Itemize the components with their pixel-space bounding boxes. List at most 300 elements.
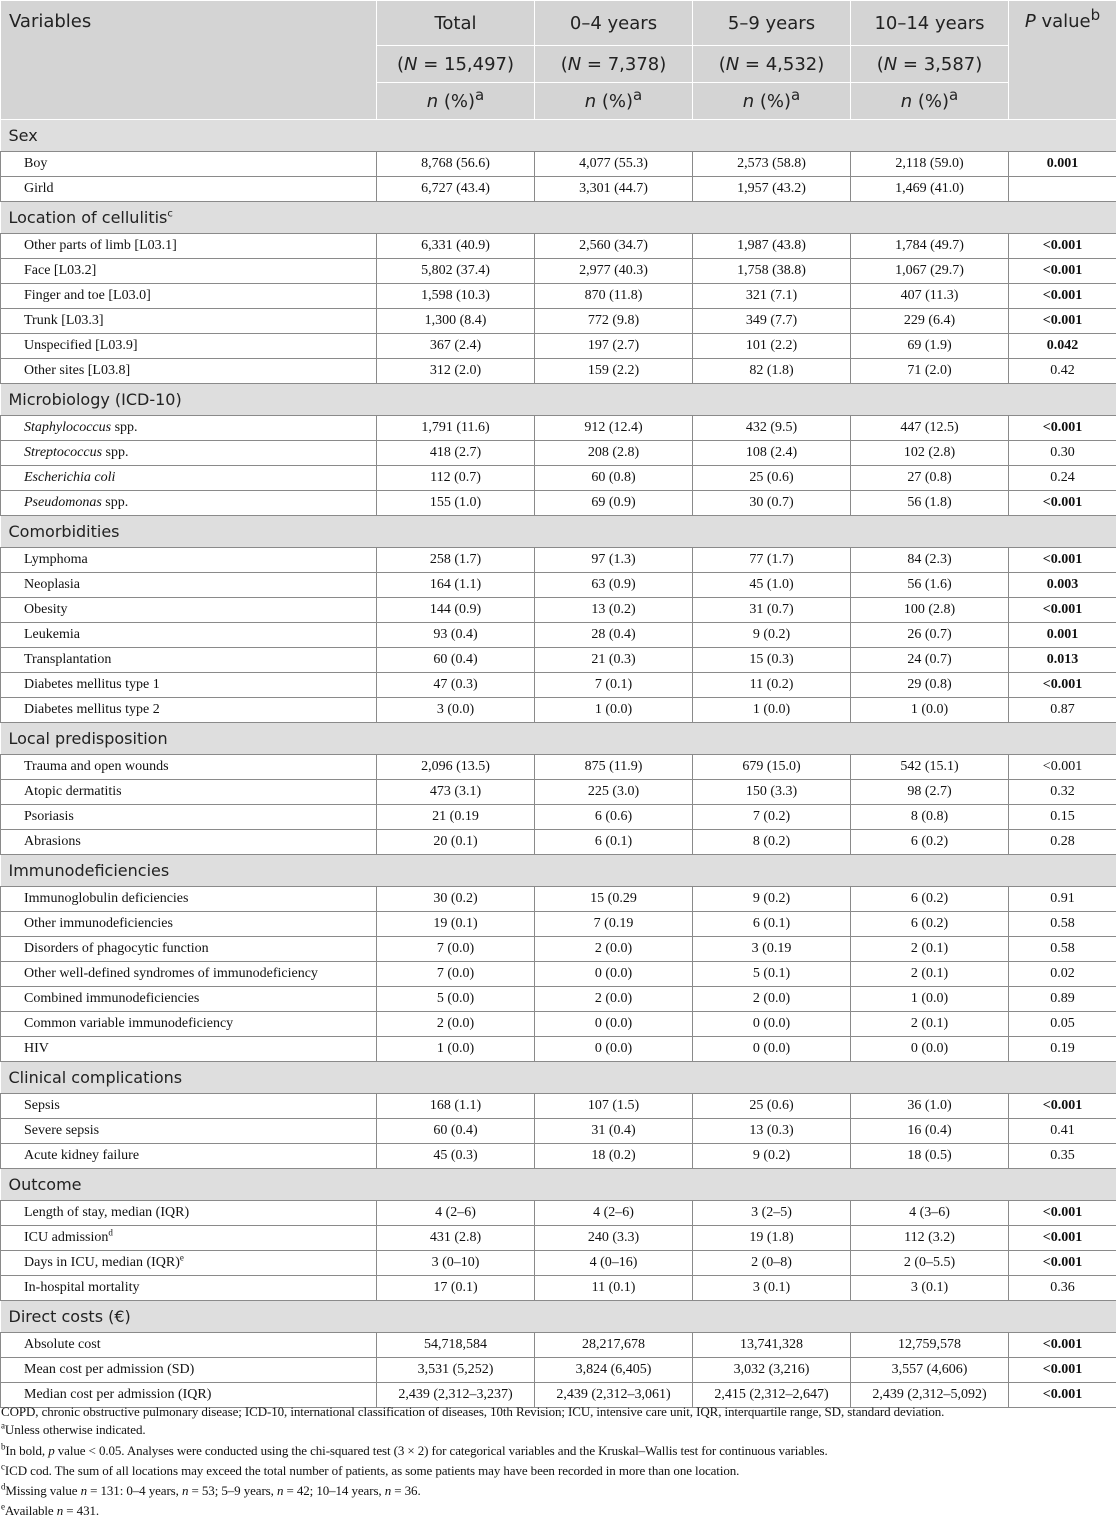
cell-value: 3 (0.1) <box>851 1276 1009 1301</box>
cell-value: 772 (9.8) <box>535 309 693 334</box>
cell-value: 1 (0.0) <box>851 698 1009 723</box>
cell-value: 102 (2.8) <box>851 441 1009 466</box>
cell-value: 8 (0.2) <box>693 830 851 855</box>
cell-value: 15 (0.3) <box>693 648 851 673</box>
cell-value: 47 (0.3) <box>377 673 535 698</box>
cell-value: 6,331 (40.9) <box>377 234 535 259</box>
cell-value: 63 (0.9) <box>535 573 693 598</box>
cell-value: 1,067 (29.7) <box>851 259 1009 284</box>
cell-value: 69 (0.9) <box>535 491 693 516</box>
cell-value: 349 (7.7) <box>693 309 851 334</box>
cell-pvalue: <0.001 <box>1009 234 1116 259</box>
footnote: COPD, chronic obstructive pulmonary disease; ICD-10, international classification of diseases, 10th Revision; ICU, intensive care unit, IQR, interquartile range, SD, standard deviation. <box>1 1404 944 1420</box>
section-header-row <box>1 516 1116 548</box>
cell-value: 4 (2–6) <box>377 1201 535 1226</box>
cell-value: 60 (0.4) <box>377 648 535 673</box>
cell-pvalue: 0.32 <box>1009 780 1116 805</box>
cell-value: 112 (0.7) <box>377 466 535 491</box>
cell-value: 7 (0.0) <box>377 937 535 962</box>
cell-value: 19 (1.8) <box>693 1226 851 1251</box>
cell-value: 15 (0.29 <box>535 887 693 912</box>
cell-value: 71 (2.0) <box>851 359 1009 384</box>
cell-value: 56 (1.6) <box>851 573 1009 598</box>
table-row <box>1 987 1116 1012</box>
cell-value: 240 (3.3) <box>535 1226 693 1251</box>
cell-value: 6 (0.1) <box>535 830 693 855</box>
table-header <box>1 1 1116 120</box>
cell-pvalue: <0.001 <box>1009 309 1116 334</box>
cell-value: 875 (11.9) <box>535 755 693 780</box>
cell-value: 3,301 (44.7) <box>535 177 693 202</box>
table-row <box>1 548 1116 573</box>
cell-value: 1,791 (11.6) <box>377 416 535 441</box>
section-header-row <box>1 1062 1116 1094</box>
section-title: Sex <box>1 120 1116 152</box>
cell-value: 17 (0.1) <box>377 1276 535 1301</box>
cell-value: 2,096 (13.5) <box>377 755 535 780</box>
cell-value: 30 (0.2) <box>377 887 535 912</box>
header-n-text: (N = 15,497) <box>397 54 514 75</box>
cell-value: 418 (2.7) <box>377 441 535 466</box>
cell-value: 18 (0.5) <box>851 1144 1009 1169</box>
row-label: Psoriasis <box>1 805 377 830</box>
cell-value: 144 (0.9) <box>377 598 535 623</box>
cell-value: 0 (0.0) <box>535 1012 693 1037</box>
cell-pvalue: 0.013 <box>1009 648 1116 673</box>
table-row <box>1 623 1116 648</box>
row-label: Common variable immunodeficiency <box>1 1012 377 1037</box>
table-row <box>1 937 1116 962</box>
cell-value: 31 (0.4) <box>535 1119 693 1144</box>
table-row <box>1 1358 1116 1383</box>
cell-value: 431 (2.8) <box>377 1226 535 1251</box>
row-label: Abrasions <box>1 830 377 855</box>
header-n-text: (N = 4,532) <box>719 54 825 75</box>
cell-pvalue: 0.36 <box>1009 1276 1116 1301</box>
cell-value: 2,439 (2,312–3,061) <box>535 1383 693 1408</box>
cell-value: 2 (0.1) <box>851 1012 1009 1037</box>
cell-value: 7 (0.1) <box>535 673 693 698</box>
cell-value: 6 (0.6) <box>535 805 693 830</box>
cell-value: 1,598 (10.3) <box>377 284 535 309</box>
row-label: Streptococcus spp. <box>1 441 377 466</box>
cell-value: 6,727 (43.4) <box>377 177 535 202</box>
footnote: $^c$ICD cod. The sum of all locations may exceed the total number of patients, as some patients may have been recorded in more than one location. <box>1 1463 739 1479</box>
header-unit-sup: a <box>633 86 642 104</box>
section-header-row <box>1 120 1116 152</box>
table-row <box>1 1251 1116 1276</box>
cell-value: 2,560 (34.7) <box>535 234 693 259</box>
cell-value: 2,415 (2,312–2,647) <box>693 1383 851 1408</box>
table-row <box>1 466 1116 491</box>
cell-pvalue: <0.001 <box>1009 491 1116 516</box>
section-title: Location of cellulitis$^c$ <box>1 202 1116 234</box>
cell-value: 20 (0.1) <box>377 830 535 855</box>
cell-value: 2 (0.1) <box>851 937 1009 962</box>
cell-pvalue: <0.001 <box>1009 598 1116 623</box>
cell-value: 11 (0.2) <box>693 673 851 698</box>
cell-value: 7 (0.2) <box>693 805 851 830</box>
cell-pvalue: 0.001 <box>1009 623 1116 648</box>
table-row <box>1 491 1116 516</box>
cell-value: 1 (0.0) <box>693 698 851 723</box>
row-label: Lymphoma <box>1 548 377 573</box>
table-row <box>1 152 1116 177</box>
cell-pvalue: <0.001 <box>1009 259 1116 284</box>
cell-value: 2,118 (59.0) <box>851 152 1009 177</box>
table-row <box>1 573 1116 598</box>
cell-pvalue: 0.91 <box>1009 887 1116 912</box>
section-title: Local predisposition <box>1 723 1116 755</box>
row-label: Pseudomonas spp. <box>1 491 377 516</box>
cell-value: 3 (0.1) <box>693 1276 851 1301</box>
cell-value: 16 (0.4) <box>851 1119 1009 1144</box>
row-label: Boy <box>1 152 377 177</box>
cell-value: 1,469 (41.0) <box>851 177 1009 202</box>
cell-value: 407 (11.3) <box>851 284 1009 309</box>
cell-pvalue: <0.001 <box>1009 755 1116 780</box>
cell-value: 4,077 (55.3) <box>535 152 693 177</box>
row-label: Immunoglobulin deficiencies <box>1 887 377 912</box>
cell-value: 112 (3.2) <box>851 1226 1009 1251</box>
cell-pvalue: <0.001 <box>1009 1333 1116 1358</box>
cell-value: 4 (0–16) <box>535 1251 693 1276</box>
row-label: Diabetes mellitus type 2 <box>1 698 377 723</box>
row-label: Acute kidney failure <box>1 1144 377 1169</box>
cell-value: 473 (3.1) <box>377 780 535 805</box>
table-row <box>1 1201 1116 1226</box>
table-row <box>1 912 1116 937</box>
cell-value: 31 (0.7) <box>693 598 851 623</box>
row-label: Other immunodeficiencies <box>1 912 377 937</box>
row-label: Obesity <box>1 598 377 623</box>
row-label: HIV <box>1 1037 377 1062</box>
cell-value: 1,784 (49.7) <box>851 234 1009 259</box>
cell-value: 100 (2.8) <box>851 598 1009 623</box>
cell-value: 312 (2.0) <box>377 359 535 384</box>
cell-value: 3,557 (4,606) <box>851 1358 1009 1383</box>
cell-value: 7 (0.0) <box>377 962 535 987</box>
cell-pvalue: 0.19 <box>1009 1037 1116 1062</box>
section-header-row <box>1 1169 1116 1201</box>
cell-value: 101 (2.2) <box>693 334 851 359</box>
cell-value: 25 (0.6) <box>693 466 851 491</box>
cell-value: 2 (0.0) <box>693 987 851 1012</box>
cell-value: 5 (0.0) <box>377 987 535 1012</box>
section-title: Clinical complications <box>1 1062 1116 1094</box>
cell-value: 5 (0.1) <box>693 962 851 987</box>
header-unit-text: n (%)$^a$ <box>743 91 801 112</box>
table-body <box>1 120 1116 1408</box>
cell-pvalue: <0.001 <box>1009 1358 1116 1383</box>
table-row <box>1 309 1116 334</box>
cell-value: 6 (0.1) <box>693 912 851 937</box>
section-header-row <box>1 384 1116 416</box>
cell-pvalue: 0.15 <box>1009 805 1116 830</box>
table-row <box>1 887 1116 912</box>
table-row <box>1 962 1116 987</box>
cell-value: 11 (0.1) <box>535 1276 693 1301</box>
footnote: $^b$In bold, p value < 0.05. Analyses were conducted using the chi-squared test (3 × 2) for categorical variables and the Kruskal–Wallis test for continuous variables. <box>1 1443 828 1459</box>
row-label: Girld <box>1 177 377 202</box>
cell-pvalue <box>1009 177 1116 202</box>
cell-value: 29 (0.8) <box>851 673 1009 698</box>
row-label: Diabetes mellitus type 1 <box>1 673 377 698</box>
row-label: ICU admission$^d$ <box>1 1226 377 1251</box>
cell-value: 13,741,328 <box>693 1333 851 1358</box>
cell-pvalue: 0.30 <box>1009 441 1116 466</box>
cell-pvalue: <0.001 <box>1009 1094 1116 1119</box>
cell-pvalue: 0.87 <box>1009 698 1116 723</box>
cell-value: 9 (0.2) <box>693 1144 851 1169</box>
row-label: Disorders of phagocytic function <box>1 937 377 962</box>
header-unit-age-10-14 <box>851 83 1009 120</box>
header-unit-sup: a <box>949 86 958 104</box>
row-label: Mean cost per admission (SD) <box>1 1358 377 1383</box>
cell-value: 3 (0–10) <box>377 1251 535 1276</box>
cell-value: 197 (2.7) <box>535 334 693 359</box>
cell-pvalue: 0.35 <box>1009 1144 1116 1169</box>
header-n-age-0-4 <box>535 46 693 83</box>
header-n-text: (N = 3,587) <box>877 54 983 75</box>
header-unit-total <box>377 83 535 120</box>
cell-pvalue: <0.001 <box>1009 548 1116 573</box>
cell-pvalue: 0.58 <box>1009 937 1116 962</box>
cell-value: 168 (1.1) <box>377 1094 535 1119</box>
cell-pvalue: <0.001 <box>1009 416 1116 441</box>
cell-value: 2 (0–8) <box>693 1251 851 1276</box>
table-row <box>1 1276 1116 1301</box>
cell-value: 84 (2.3) <box>851 548 1009 573</box>
cell-value: 3,531 (5,252) <box>377 1358 535 1383</box>
cell-pvalue: 0.41 <box>1009 1119 1116 1144</box>
cell-value: 2 (0.0) <box>535 987 693 1012</box>
cell-value: 6 (0.2) <box>851 830 1009 855</box>
header-variables: Variables <box>1 1 377 120</box>
section-header-row <box>1 855 1116 887</box>
cell-value: 97 (1.3) <box>535 548 693 573</box>
cell-value: 1 (0.0) <box>535 698 693 723</box>
cell-value: 18 (0.2) <box>535 1144 693 1169</box>
section-header-row <box>1 1301 1116 1333</box>
section-title: Comorbidities <box>1 516 1116 548</box>
header-n-total <box>377 46 535 83</box>
header-unit-age-0-4 <box>535 83 693 120</box>
cell-value: 3 (0.0) <box>377 698 535 723</box>
cell-pvalue: 0.24 <box>1009 466 1116 491</box>
cell-pvalue: <0.001 <box>1009 673 1116 698</box>
cell-value: 45 (0.3) <box>377 1144 535 1169</box>
footnote: $^d$Missing value n = 131: 0–4 years, n = 53; 5–9 years, n = 42; 10–14 years, n = 36. <box>1 1483 421 1499</box>
cell-value: 0 (0.0) <box>851 1037 1009 1062</box>
cell-value: 27 (0.8) <box>851 466 1009 491</box>
table-row <box>1 234 1116 259</box>
footnote: $^e$Available n = 431. <box>1 1503 99 1519</box>
cell-value: 36 (1.0) <box>851 1094 1009 1119</box>
cell-value: 2,977 (40.3) <box>535 259 693 284</box>
cell-value: 98 (2.7) <box>851 780 1009 805</box>
row-label: Absolute cost <box>1 1333 377 1358</box>
cell-value: 13 (0.3) <box>693 1119 851 1144</box>
table-row <box>1 334 1116 359</box>
header-unit-age-5-9 <box>693 83 851 120</box>
cell-value: 0 (0.0) <box>535 962 693 987</box>
cell-value: 225 (3.0) <box>535 780 693 805</box>
header-unit-text: n (%)$^a$ <box>427 91 485 112</box>
row-label: Neoplasia <box>1 573 377 598</box>
table-row <box>1 359 1116 384</box>
section-title: Immunodeficiencies <box>1 855 1116 887</box>
row-label: Transplantation <box>1 648 377 673</box>
cell-value: 25 (0.6) <box>693 1094 851 1119</box>
cell-pvalue: 0.042 <box>1009 334 1116 359</box>
header-n-age-5-9 <box>693 46 851 83</box>
cell-value: 1,300 (8.4) <box>377 309 535 334</box>
cell-value: 5,802 (37.4) <box>377 259 535 284</box>
cell-value: 28 (0.4) <box>535 623 693 648</box>
cell-value: 12,759,578 <box>851 1333 1009 1358</box>
row-label: Other parts of limb [L03.1] <box>1 234 377 259</box>
cell-value: 3,824 (6,405) <box>535 1358 693 1383</box>
table-row <box>1 805 1116 830</box>
cell-value: 432 (9.5) <box>693 416 851 441</box>
cell-value: 150 (3.3) <box>693 780 851 805</box>
row-label: Severe sepsis <box>1 1119 377 1144</box>
cell-pvalue: <0.001 <box>1009 1226 1116 1251</box>
header-age-10-14: 10–14 years <box>851 1 1009 46</box>
cell-value: 60 (0.8) <box>535 466 693 491</box>
cell-value: 4 (2–6) <box>535 1201 693 1226</box>
cell-value: 30 (0.7) <box>693 491 851 516</box>
table-row <box>1 441 1116 466</box>
cell-value: 1,987 (43.8) <box>693 234 851 259</box>
cell-value: 4 (3–6) <box>851 1201 1009 1226</box>
row-label: Staphylococcus spp. <box>1 416 377 441</box>
table-row <box>1 830 1116 855</box>
section-title: Outcome <box>1 1169 1116 1201</box>
section-header-row <box>1 202 1116 234</box>
cell-value: 21 (0.19 <box>377 805 535 830</box>
cell-value: 3 (0.19 <box>693 937 851 962</box>
cell-value: 0 (0.0) <box>693 1037 851 1062</box>
cell-value: 69 (1.9) <box>851 334 1009 359</box>
row-label: Other well-defined syndromes of immunodeficiency <box>1 962 377 987</box>
cell-value: 2 (0–5.5) <box>851 1251 1009 1276</box>
row-label: Median cost per admission (IQR) <box>1 1383 377 1408</box>
cell-value: 2 (0.1) <box>851 962 1009 987</box>
cell-pvalue: 0.58 <box>1009 912 1116 937</box>
row-label: Finger and toe [L03.0] <box>1 284 377 309</box>
cell-value: 45 (1.0) <box>693 573 851 598</box>
cell-value: 9 (0.2) <box>693 623 851 648</box>
table-row <box>1 673 1116 698</box>
row-label: Escherichia coli <box>1 466 377 491</box>
cell-value: 8 (0.8) <box>851 805 1009 830</box>
cell-value: 21 (0.3) <box>535 648 693 673</box>
cell-value: 367 (2.4) <box>377 334 535 359</box>
cell-pvalue: 0.003 <box>1009 573 1116 598</box>
cell-value: 8,768 (56.6) <box>377 152 535 177</box>
cell-value: 6 (0.2) <box>851 887 1009 912</box>
table-row <box>1 259 1116 284</box>
row-label: Atopic dermatitis <box>1 780 377 805</box>
cell-value: 3,032 (3,216) <box>693 1358 851 1383</box>
header-unit-text: n (%)$^a$ <box>901 91 959 112</box>
cell-pvalue: 0.001 <box>1009 152 1116 177</box>
table-row <box>1 1333 1116 1358</box>
header-unit-text: n (%)$^a$ <box>585 91 643 112</box>
cell-value: 912 (12.4) <box>535 416 693 441</box>
cell-value: 1,758 (38.8) <box>693 259 851 284</box>
cell-value: 13 (0.2) <box>535 598 693 623</box>
cell-pvalue: 0.28 <box>1009 830 1116 855</box>
table-row <box>1 780 1116 805</box>
header-age-5-9: 5–9 years <box>693 1 851 46</box>
cell-value: 542 (15.1) <box>851 755 1009 780</box>
header-n-age-10-14 <box>851 46 1009 83</box>
header-n-text: (N = 7,378) <box>561 54 667 75</box>
cell-pvalue: <0.001 <box>1009 1201 1116 1226</box>
header-age-0-4: 0–4 years <box>535 1 693 46</box>
header-total: Total <box>377 1 535 46</box>
cell-value: 1 (0.0) <box>851 987 1009 1012</box>
table-row <box>1 1226 1116 1251</box>
table-row <box>1 1012 1116 1037</box>
row-label: Sepsis <box>1 1094 377 1119</box>
cell-value: 229 (6.4) <box>851 309 1009 334</box>
cell-value: 6 (0.2) <box>851 912 1009 937</box>
cell-value: 0 (0.0) <box>535 1037 693 1062</box>
cell-value: 1,957 (43.2) <box>693 177 851 202</box>
cell-value: 3 (2–5) <box>693 1201 851 1226</box>
cell-value: 56 (1.8) <box>851 491 1009 516</box>
cell-value: 19 (0.1) <box>377 912 535 937</box>
cell-value: 82 (1.8) <box>693 359 851 384</box>
cell-pvalue: <0.001 <box>1009 1383 1116 1408</box>
header-pvalue <box>1009 1 1116 120</box>
cell-pvalue: 0.42 <box>1009 359 1116 384</box>
cell-value: 2,573 (58.8) <box>693 152 851 177</box>
header-unit-sup: a <box>475 86 484 104</box>
cell-value: 54,718,584 <box>377 1333 535 1358</box>
cell-pvalue: <0.001 <box>1009 284 1116 309</box>
cell-value: 159 (2.2) <box>535 359 693 384</box>
cell-value: 93 (0.4) <box>377 623 535 648</box>
header-pvalue-label: P value <box>1025 11 1091 32</box>
cell-value: 2,439 (2,312–3,237) <box>377 1383 535 1408</box>
cell-value: 28,217,678 <box>535 1333 693 1358</box>
table-row <box>1 598 1116 623</box>
row-label: Unspecified [L03.9] <box>1 334 377 359</box>
cell-value: 108 (2.4) <box>693 441 851 466</box>
cell-value: 679 (15.0) <box>693 755 851 780</box>
cell-value: 7 (0.19 <box>535 912 693 937</box>
cell-value: 164 (1.1) <box>377 573 535 598</box>
cell-pvalue: <0.001 <box>1009 1251 1116 1276</box>
cell-value: 1 (0.0) <box>377 1037 535 1062</box>
header-pvalue-sup: b <box>1091 6 1101 24</box>
cell-value: 208 (2.8) <box>535 441 693 466</box>
cell-pvalue: 0.89 <box>1009 987 1116 1012</box>
table-row <box>1 1144 1116 1169</box>
cell-pvalue: 0.05 <box>1009 1012 1116 1037</box>
cell-value: 258 (1.7) <box>377 548 535 573</box>
table-row <box>1 698 1116 723</box>
table-row <box>1 177 1116 202</box>
cell-value: 870 (11.8) <box>535 284 693 309</box>
table-row <box>1 284 1116 309</box>
table-row <box>1 1037 1116 1062</box>
